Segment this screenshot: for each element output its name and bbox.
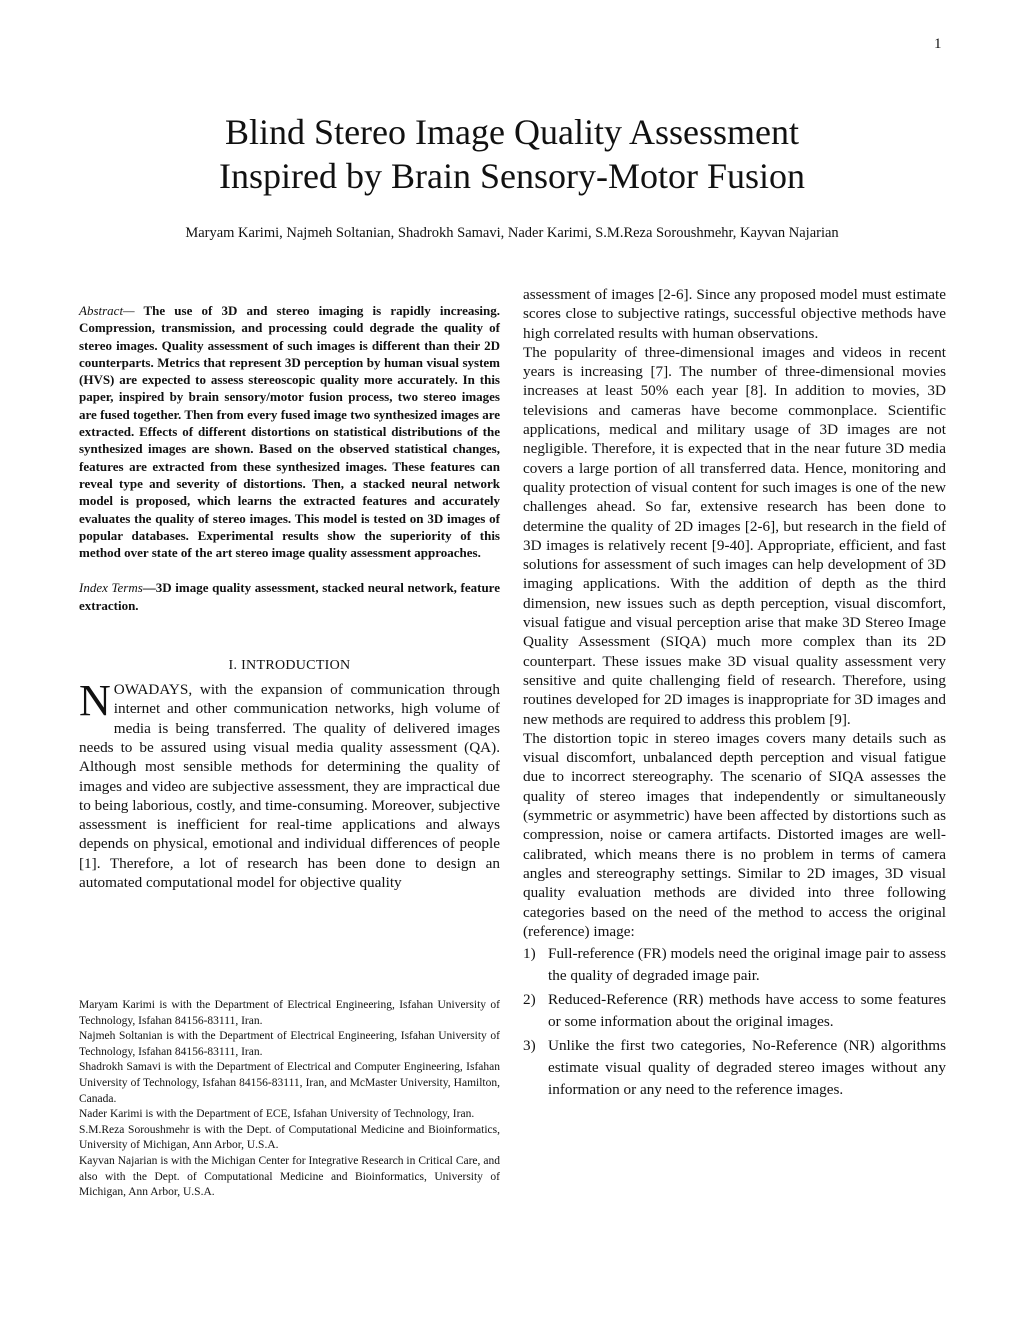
list-item-number: 1): [523, 945, 536, 963]
list-item: [523, 989, 946, 1033]
section-title: INTRODUCTION: [241, 658, 351, 674]
title-line-1: Blind Stereo Image Quality Assessment: [225, 112, 799, 152]
list-item-text: Unlike the first two categories, No-Reference (NR) algorithms estimate visual quality of degraded stereo images without any information or any need to the reference images.: [548, 1037, 946, 1099]
footnote: S.M.Reza Soroushmehr is with the Dept. of Computational Medicine and Bioinformatics, University of Michigan, Ann Arbor, U.S.A.: [79, 1123, 500, 1152]
index-terms-label: Index Terms: [79, 580, 143, 596]
list-item-number: 2): [523, 991, 536, 1009]
footnote: Najmeh Soltanian is with the Department of Electrical Engineering, Isfahan University of Technology, Isfahan 84156-83111, Iran.: [79, 1030, 500, 1058]
intro-first-word: OWADAYS: [113, 681, 189, 699]
abstract-text: The use of 3D and stereo imaging is rapidly increasing. Compression, transmission, and processing could degrade the quality of stereo images. Quality assessment of such images is different than their 2D counterparts. Metrics that represent 3D perception by human visual system (HVS) are expected to assess stereoscopic quality more accurately. In this paper, inspired by brain sensory/motor fusion process, two stereo images are fused together. Then from every fused image two synthesized images are extracted. Effects of different distortions on statistical distributions of the synthesized images are shown. Based on the observed statistical changes, features are extracted from these synthesized images. These features can reveal type and severity of distortions. Then, a stacked neural network model is proposed, which learns the extracted features and accurately evaluates the quality of stereo images. This model is tested on 3D images of popular databases. Experimental results show the superiority of this method over state of the art stereo image quality assessment approaches.: [79, 303, 500, 561]
footnote: Shadrokh Samavi is with the Department of Electrical and Computer Engineering, Isfahan University of Technology, Isfahan 84156-83111, Iran, and McMaster University, Hamilton, Canada.: [79, 1061, 500, 1105]
paragraph: assessment of images [2-6]. Since any proposed model must estimate scores close to subjective ratings, successful objective methods have high correlated results with human observations.: [523, 286, 946, 342]
intro-text: , with the expansion of communication through internet and other communication networks, high volume of media is being transferred. The quality of delivered images needs to be assured using visual media quality assessment (QA). Although most sensible methods for determining the quality of images and video are subjective assessment, they are impractical due to being laborious, costly, and time-consuming. Moreover, subjective assessment is inefficient for real-time applications and always depends on physical, emotional and individual differences of people [1]. Therefore, a lot of research has been done to design an automated computational model for objective quality: [79, 681, 500, 892]
drop-cap: N: [79, 676, 111, 726]
section-number: I.: [228, 658, 238, 674]
footnote: Kayvan Najarian is with the Michigan Center for Integrative Research in Critical Care, and also with the Dept. of Computational Medicine and Bioinformatics, University of Michigan, Ann Arbor, U.S.A.: [79, 1154, 500, 1199]
title-line-2: Inspired by Brain Sensory-Motor Fusion: [219, 156, 805, 196]
list-item-number: 3): [523, 1037, 536, 1055]
introduction-paragraph: [79, 676, 500, 892]
author-affiliation-footnotes: [79, 998, 500, 1201]
left-column: [79, 302, 500, 892]
section-heading-introduction: [79, 658, 500, 674]
footnote: Maryam Karimi is with the Department of Electrical Engineering, Isfahan University of Technology, Isfahan 84156-83111, Iran.: [79, 999, 500, 1027]
abstract: [79, 302, 500, 561]
list-item: [523, 943, 946, 987]
list-item: [523, 1035, 946, 1101]
category-list: [523, 943, 946, 1101]
index-terms: [79, 579, 500, 614]
page-number: 1: [934, 36, 942, 52]
list-item-text: Reduced-Reference (RR) methods have access to some features or some information about the original images.: [548, 991, 946, 1031]
paragraph: The popularity of three-dimensional images and videos in recent years is increasing [7]. The number of three-dimensional movies increases at least 50% each year [8]. In addition to movies, 3D televisions and cameras have become commonplace. Scientific applications, medical and military usage of 3D images are not negligible. Therefore, it is expected that in the near future 3D media covers a large portion of all transferred data. Hence, monitoring and quality protection of visual content for such images is one of the new challenges ahead. So far, extensive research has been done to determine the quality of 2D images [2-6], but research in the field of 3D images is relatively recent [9-40]. Appropriate, efficient, and fast solutions for assessment of such images can help development of 3D imaging applications. With the addition of depth as the third dimension, new issues such as depth perception, visual discomfort, visual fatigue and visual perception arise that make 3D Stereo Image Quality Assessment (SIQA) much more complex than its 2D counterpart. These issues make 3D visual quality assessment very sensitive and quite challenging field of research. Therefore, using routines developed for 2D images is inappropriate for 3D images and new methods are required to address this problem [9].: [523, 343, 946, 728]
right-column: [523, 285, 946, 1101]
index-terms-text: —3D image quality assessment, stacked neural network, feature extraction.: [79, 580, 500, 613]
paragraph: The distortion topic in stereo images covers many details such as visual discomfort, unbalanced depth perception and visual fatigue due to incorrect stereography. The scenario of SIQA assesses the quality of stereo images that independently or simultaneously (symmetric or asymmetric) have been affected by distortions such as compression, noise or camera artifacts. Distorted images are well-calibrated, which means there is no problem in terms of camera angles and stereography settings. Similar to 2D images, 3D visual quality evaluation methods are divided into three following categories based on the need of the method to access the original (reference) image:: [523, 729, 946, 940]
footnote: Nader Karimi is with the Department of ECE, Isfahan University of Technology, Iran.: [79, 1108, 475, 1121]
paper-title: [0, 110, 1024, 198]
list-item-text: Full-reference (FR) models need the original image pair to assess the quality of degraded image pair.: [548, 945, 946, 985]
abstract-label: Abstract—: [79, 303, 135, 318]
author-list: Maryam Karimi, Najmeh Soltanian, Shadrokh Samavi, Nader Karimi, S.M.Reza Soroushmehr, Kayvan Najarian: [185, 225, 839, 241]
